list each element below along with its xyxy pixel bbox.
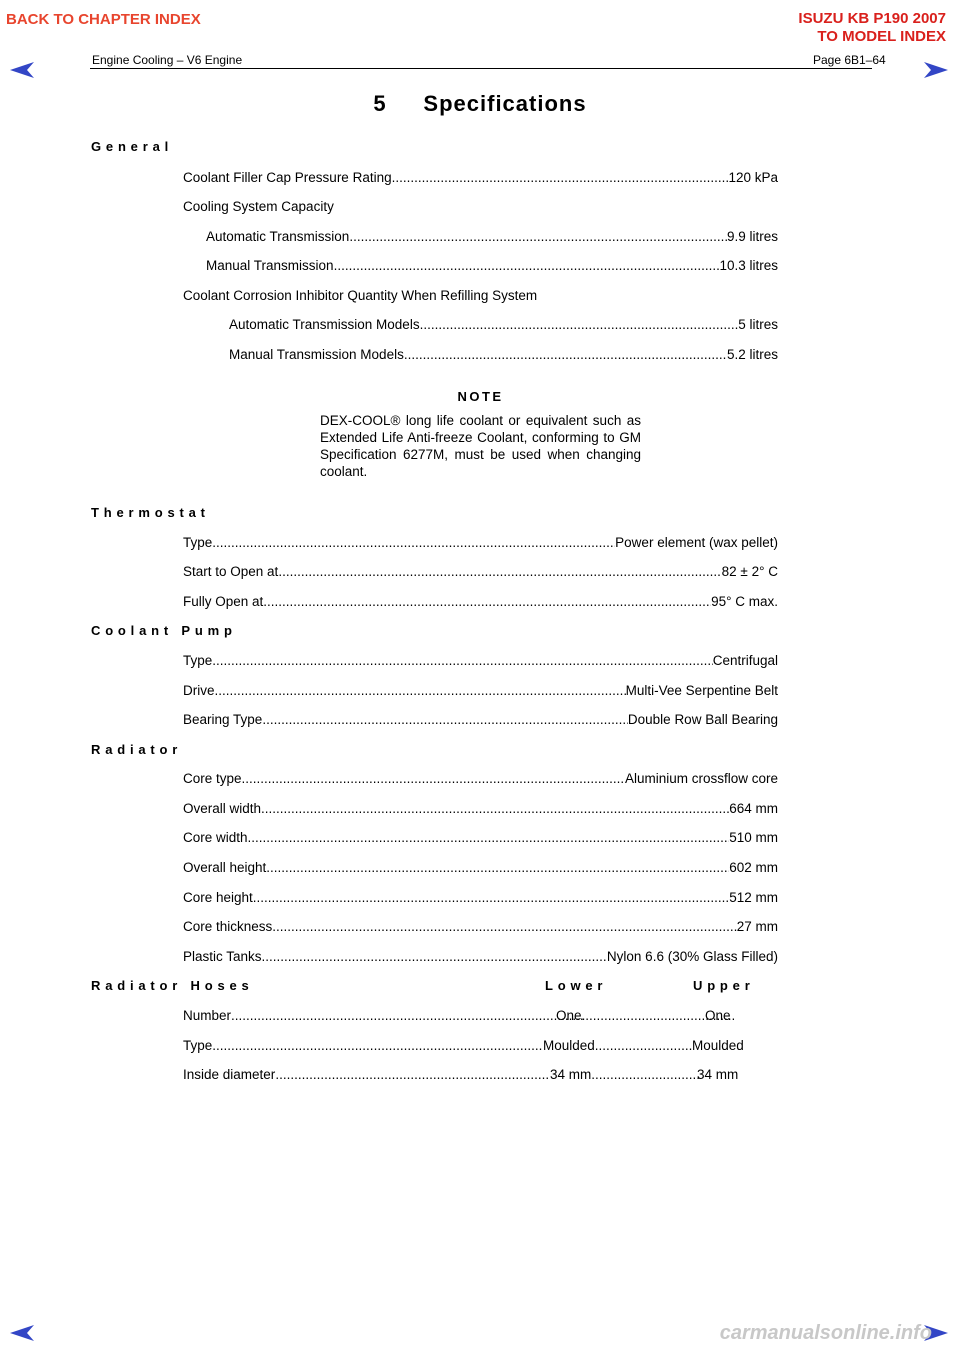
spec-value: 10.3 litres bbox=[719, 258, 778, 273]
spec-row bbox=[183, 919, 778, 935]
hose-upper-value: 34 mm bbox=[697, 1067, 739, 1082]
hose-upper-value: Moulded bbox=[692, 1038, 744, 1053]
spec-value: Double Row Ball Bearing bbox=[627, 712, 778, 727]
spec-label: Manual Transmission Models bbox=[229, 347, 404, 362]
section-title: Specifications bbox=[423, 91, 587, 116]
spec-label: Core height bbox=[183, 890, 253, 905]
spec-label: Coolant Filler Cap Pressure Rating bbox=[183, 170, 392, 185]
running-header-title: Engine Cooling – V6 Engine bbox=[92, 53, 243, 67]
spec-label: Core type bbox=[183, 771, 242, 786]
spec-value: 5 litres bbox=[738, 317, 778, 332]
spec-row bbox=[183, 830, 778, 846]
spec-label: Inside diameter bbox=[183, 1067, 276, 1082]
arrow-left-icon[interactable] bbox=[8, 1323, 36, 1343]
spec-value: 27 mm bbox=[736, 919, 778, 934]
section-heading-thermostat: Thermostat bbox=[91, 505, 210, 520]
column-header-lower: Lower bbox=[545, 978, 608, 993]
hose-row bbox=[183, 1067, 749, 1083]
spec-label: Type bbox=[183, 535, 213, 550]
spec-value: 512 mm bbox=[729, 890, 778, 905]
spec-row bbox=[183, 712, 778, 728]
column-header-upper: Upper bbox=[693, 978, 755, 993]
spec-row bbox=[183, 594, 778, 610]
back-to-chapter-index-link[interactable]: BACK TO CHAPTER INDEX bbox=[6, 11, 201, 28]
arrow-left-icon[interactable] bbox=[8, 60, 36, 80]
to-model-index-link[interactable]: TO MODEL INDEX bbox=[817, 28, 946, 45]
spec-row bbox=[183, 890, 778, 906]
spec-row bbox=[183, 535, 778, 551]
note-heading: NOTE bbox=[457, 389, 504, 404]
hose-row bbox=[183, 1038, 749, 1054]
spec-value: 664 mm bbox=[729, 801, 778, 816]
spec-row bbox=[183, 860, 778, 876]
spec-row bbox=[183, 564, 778, 580]
spec-value: Nylon 6.6 (30% Glass Filled) bbox=[606, 949, 778, 964]
hose-row bbox=[183, 1008, 749, 1024]
spec-row bbox=[183, 653, 778, 669]
spec-label: Automatic Transmission bbox=[206, 229, 350, 244]
spec-row bbox=[229, 347, 778, 363]
spec-value: Power element (wax pellet) bbox=[615, 535, 778, 550]
spec-value: 9.9 litres bbox=[726, 229, 778, 244]
running-header-page: Page 6B1–64 bbox=[813, 53, 886, 67]
spec-label: Number bbox=[183, 1008, 232, 1023]
spec-value: 5.2 litres bbox=[726, 347, 778, 362]
spec-label: Core width bbox=[183, 830, 248, 845]
spec-label: Overall height bbox=[183, 860, 267, 875]
section-heading-coolant-pump: Coolant Pump bbox=[91, 623, 237, 638]
spec-row bbox=[183, 801, 778, 817]
spec-value: 82 ± 2° C bbox=[721, 564, 778, 579]
section-heading-radiator-hoses: Radiator Hoses bbox=[91, 978, 254, 993]
hose-lower-value: 34 mm bbox=[550, 1067, 592, 1082]
spec-label: Manual Transmission bbox=[206, 258, 334, 273]
model-index-block bbox=[798, 10, 946, 46]
hose-upper-value: One bbox=[705, 1008, 731, 1023]
spec-label: Start to Open at bbox=[183, 564, 279, 579]
spec-value: 602 mm bbox=[729, 860, 778, 875]
spec-label: Bearing Type bbox=[183, 712, 263, 727]
spec-label: Automatic Transmission Models bbox=[229, 317, 420, 332]
spec-label: Drive bbox=[183, 683, 215, 698]
section-heading-general: General bbox=[91, 139, 174, 154]
subheading-cooling-capacity: Cooling System Capacity bbox=[183, 199, 334, 214]
hose-lower-value: One bbox=[556, 1008, 582, 1023]
spec-label: Core thickness bbox=[183, 919, 273, 934]
watermark: carmanualsonline.info bbox=[719, 1322, 932, 1344]
spec-row bbox=[229, 317, 778, 333]
subheading-inhibitor: Coolant Corrosion Inhibitor Quantity When Refilling System bbox=[183, 288, 538, 303]
spec-label: Plastic Tanks bbox=[183, 949, 262, 964]
spec-value: Centrifugal bbox=[712, 653, 778, 668]
spec-label: Type bbox=[183, 1038, 213, 1053]
spec-value: Aluminium crossflow core bbox=[624, 771, 778, 786]
spec-label: Fully Open at bbox=[183, 594, 264, 609]
section-number: 5 bbox=[373, 91, 387, 116]
spec-value: 95° C max. bbox=[711, 594, 778, 609]
spec-row bbox=[183, 771, 778, 787]
spec-value: 120 kPa bbox=[728, 170, 778, 185]
arrow-right-icon[interactable] bbox=[922, 60, 950, 80]
section-heading-radiator: Radiator bbox=[91, 742, 183, 757]
header-divider bbox=[90, 68, 872, 69]
spec-label: Overall width bbox=[183, 801, 262, 816]
spec-value: Multi-Vee Serpentine Belt bbox=[625, 683, 778, 698]
spec-row bbox=[183, 949, 778, 965]
spec-label: Type bbox=[183, 653, 213, 668]
model-name: ISUZU KB P190 2007 bbox=[798, 10, 946, 27]
hose-lower-value: Moulded bbox=[543, 1038, 595, 1053]
spec-value: 510 mm bbox=[729, 830, 778, 845]
spec-row bbox=[183, 170, 778, 186]
spec-row bbox=[206, 229, 778, 245]
spec-row bbox=[183, 683, 778, 699]
spec-row bbox=[206, 258, 778, 274]
page-title bbox=[0, 91, 960, 117]
note-body: DEX-COOL® long life coolant or equivalent such as Extended Life Anti-freeze Coolant, conforming to GM Specification 6277M, must be used when changing coolant. bbox=[320, 413, 641, 479]
